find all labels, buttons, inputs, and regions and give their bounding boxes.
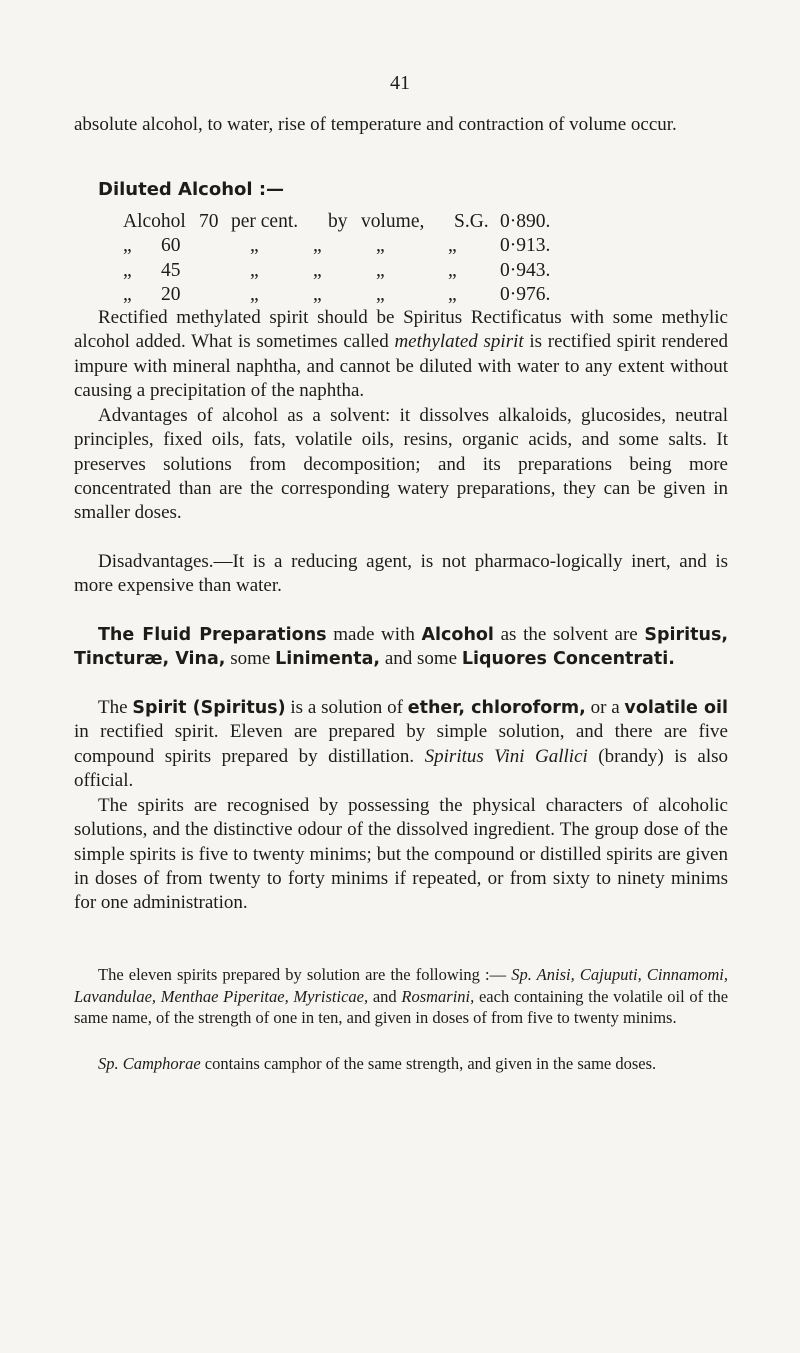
row-percent: 70	[199, 211, 219, 232]
row-by: by	[328, 211, 348, 232]
intro-paragraph: absolute alcohol, to water, rise of temperature and contraction of volume occur.	[74, 114, 677, 135]
row-label: Alcohol	[123, 211, 186, 232]
row-sg-label: „	[448, 259, 457, 281]
camphor-paragraph	[74, 1053, 728, 1075]
spirit-text-2: or a	[590, 697, 620, 718]
row-percent: 45	[161, 259, 181, 281]
table-row	[123, 211, 735, 235]
fluid-text-4: and some	[384, 648, 458, 670]
spiritus-vini-term: Spiritus Vini Gallici	[424, 745, 588, 767]
row-percent: 20	[161, 283, 181, 305]
alcohol-term: Alcohol	[421, 625, 494, 645]
eleven-spirits-paragraph	[74, 964, 728, 1029]
fluid-text-3: some	[230, 648, 271, 670]
row-unit: „	[250, 283, 259, 305]
eleven-spirits-list: Sp. Anisi, Cajuputi, Cinnamomi, Lavandulae, Menthae Piperitae, Myristicae,	[74, 965, 728, 1006]
row-sg-label: „	[448, 235, 457, 257]
eleven-text-2: and	[372, 986, 397, 1006]
linimenta-term: Linimenta,	[275, 649, 381, 670]
fluid-preparations-paragraph	[74, 623, 728, 672]
row-volume: „	[376, 259, 385, 281]
row-label: „	[123, 283, 132, 305]
diluted-alcohol-heading: Diluted Alcohol :—	[98, 179, 285, 200]
spirit-text-0: The	[98, 697, 128, 718]
camphorae-term: Sp. Camphorae	[98, 1054, 201, 1073]
row-sg-value: 0·890.	[500, 211, 551, 232]
fluid-text-2: as the solvent are	[500, 624, 638, 645]
row-by: „	[313, 283, 322, 305]
spirit-text-3: in rectified spirit. Eleven are prepared by simple solution, and there are five compound spirits prepared by distillation.	[74, 721, 728, 767]
rectified-text-1: Rectified methylated spirit should be Spiritus Rectificatus with some methylic alcohol added. What is sometimes called	[74, 307, 728, 353]
advantages-paragraph: Advantages of alcohol as a solvent: it dissolves alkaloids, glucosides, neutral principles, fixed oils, fats, volatile oils, resins, organic acids, and some salts. It preserves solutions from decomposition; and its preparations being more concentrated than are the corresponding watery preparations, they can be given in smaller doses.	[74, 405, 728, 524]
page-number: 41	[390, 72, 410, 94]
ether-term: ether, chloroform,	[407, 698, 586, 718]
eleven-text-3: each containing the volatile oil of the same name, of the strength of one in ten, and given in doses of from five to twenty minims.	[74, 986, 729, 1028]
spirit-text-4: (brandy) is also official.	[74, 745, 728, 791]
table-row	[123, 284, 735, 308]
row-sg-value: 0·913.	[500, 235, 551, 257]
fluid-text-1: made with	[333, 624, 415, 645]
table-row	[123, 235, 735, 259]
row-label: „	[123, 259, 132, 281]
row-sg-label: „	[448, 283, 457, 305]
diluted-alcohol-table	[123, 211, 735, 308]
row-unit: „	[250, 235, 259, 257]
rectified-text-2: is rectified spirit rendered impure with mineral naphtha, and cannot be diluted with water to any extent without causing a precipitation of the naphtha.	[74, 331, 728, 401]
row-sg-value: 0·943.	[500, 259, 551, 281]
row-volume: volume,	[361, 211, 425, 232]
liquores-term: Liquores Concentrati.	[461, 649, 675, 670]
spiritus-term: Spiritus, Tincturæ, Vina,	[74, 625, 729, 670]
methylated-spirit-term: methylated spirit	[394, 331, 524, 353]
row-sg-label: S.G.	[454, 211, 489, 232]
row-sg-value: 0·976.	[500, 283, 551, 305]
row-percent: 60	[161, 235, 181, 257]
row-by: „	[313, 235, 322, 257]
fluid-preparations-term: The Fluid Preparations	[98, 625, 327, 645]
camphor-text: contains camphor of the same strength, and given in the same doses.	[204, 1054, 657, 1073]
disadvantages-paragraph: Disadvantages.—It is a reducing agent, is not pharmaco-logically inert, and is more expensive than water.	[74, 551, 728, 597]
row-unit: „	[250, 259, 259, 281]
rectified-paragraph	[74, 306, 728, 403]
volatile-oil-term: volatile oil	[624, 698, 729, 718]
spirit-paragraph	[74, 696, 728, 793]
eleven-text-1: The eleven spirits prepared by solution are the following :—	[98, 965, 507, 984]
row-unit: per cent.	[231, 211, 299, 232]
row-label: „	[123, 235, 132, 257]
rosmarini-term: Rosmarini,	[401, 986, 475, 1006]
spirit-term: Spirit (Spiritus)	[132, 698, 286, 718]
row-volume: „	[376, 283, 385, 305]
row-by: „	[313, 259, 322, 281]
table-row	[123, 260, 735, 284]
spirit-text-1: is a solution of	[290, 697, 403, 718]
row-volume: „	[376, 235, 385, 257]
recognised-paragraph: The spirits are recognised by possessing the physical characters of alcoholic solutions, and the distinctive odour of the dissolved ingredient. The group dose of the simple spirits is five to twenty minims; but the compound or distilled spirits are given in doses of from twenty to forty minims if repeated, or from sixty to ninety minims for one administration.	[74, 795, 728, 914]
